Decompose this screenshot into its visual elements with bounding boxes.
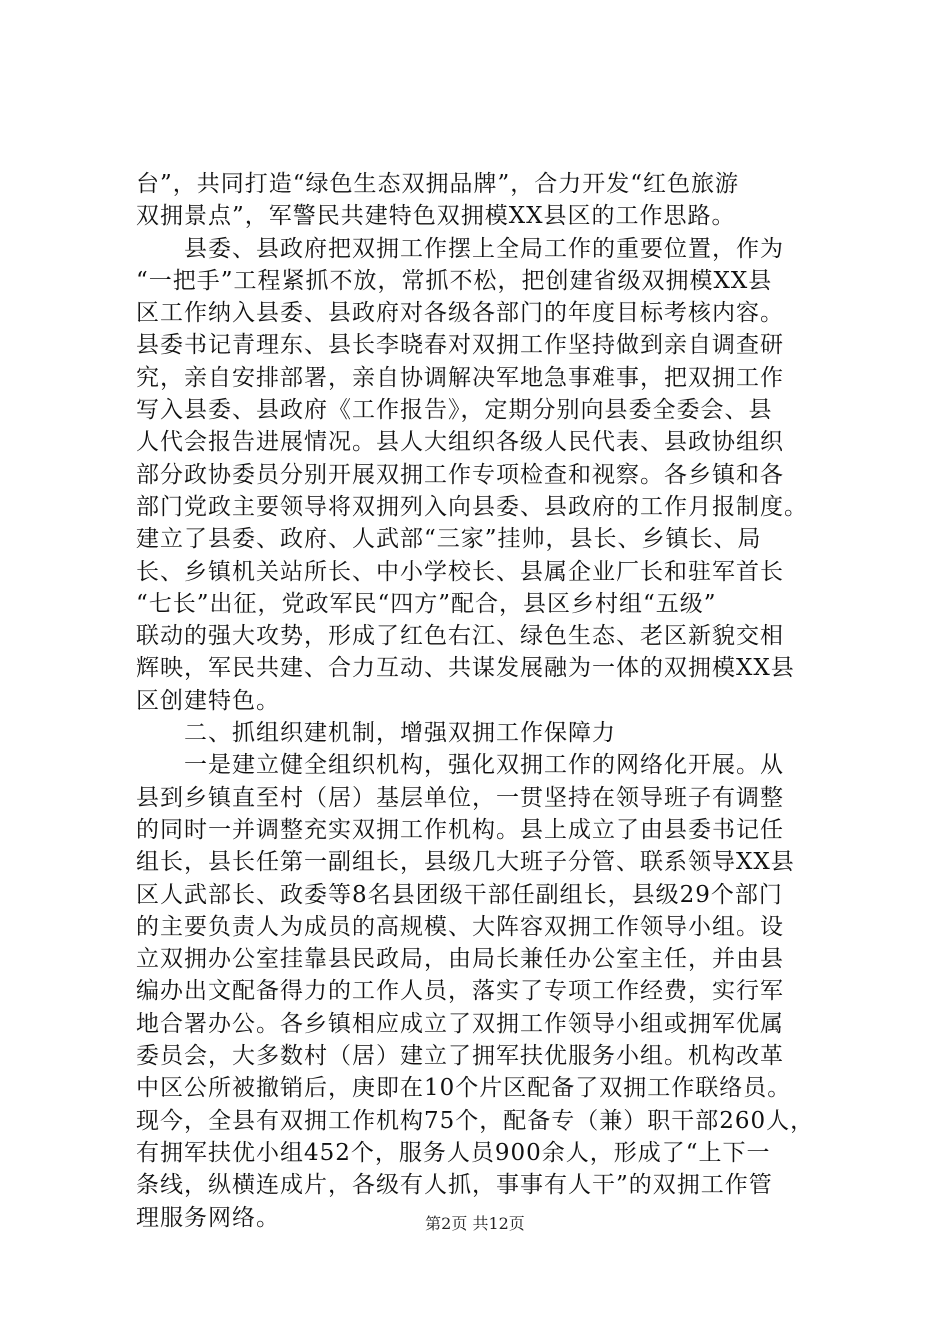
body-line: 双拥景点”，军警民共建特色双拥模XX县区的工作思路。 bbox=[136, 203, 736, 230]
body-line: 区人武部长、政委等8名县团级干部任副组长，县级29个部门 bbox=[136, 881, 783, 908]
body-line: 的同时一并调整充实双拥工作机构。县上成立了由县委书记任 bbox=[136, 816, 784, 843]
body-line: 有拥军扶优小组452个，服务人员900余人，形成了“上下一 bbox=[136, 1139, 771, 1166]
body-line: 究，亲自安排部署，亲自协调解决军地急事难事，把双拥工作 bbox=[136, 364, 784, 391]
body-line: 县委书记青理东、县长李晓春对双拥工作坚持做到亲自调查研 bbox=[136, 332, 784, 359]
body-line: 联动的强大攻势，形成了红色右江、绿色生态、老区新貌交相 bbox=[136, 623, 784, 650]
document-body bbox=[136, 168, 826, 1234]
body-line: 县到乡镇直至村（居）基层单位，一贯坚持在领导班子有调整 bbox=[136, 784, 784, 811]
body-line: 立双拥办公室挂靠县民政局，由局长兼任办公室主任，并由县 bbox=[136, 946, 784, 973]
body-line: 县委、县政府把双拥工作摆上全局工作的重要位置，作为 bbox=[136, 235, 784, 262]
body-line: 区创建特色。 bbox=[136, 687, 280, 714]
body-line: 理服务网络。 bbox=[136, 1204, 280, 1231]
body-line: 建立了县委、政府、人武部“三家”挂帅，县长、乡镇长、局 bbox=[136, 526, 762, 553]
body-line: 二、抓组织建机制，增强双拥工作保障力 bbox=[136, 720, 616, 747]
body-line: 人代会报告进展情况。县人大组织各级人民代表、县政协组织 bbox=[136, 429, 784, 456]
body-line: 的主要负责人为成员的高规模、大阵容双拥工作领导小组。设 bbox=[136, 913, 784, 940]
body-line: 台”，共同打造“绿色生态双拥品牌”，合力开发“红色旅游 bbox=[136, 171, 740, 197]
body-line: 写入县委、县政府《工作报告》，定期分别向县委全委会、县 bbox=[136, 397, 773, 424]
body-line: 区工作纳入县委、县政府对各级各部门的年度目标考核内容。 bbox=[136, 300, 784, 327]
body-line: 部门党政主要领导将双拥列入向县委、县政府的工作月报制度。 bbox=[136, 493, 808, 520]
body-line: 组长，县长任第一副组长，县级几大班子分管、联系领导XX县 bbox=[136, 849, 795, 876]
body-line: 辉映，军民共建、合力互动、共谋发展融为一体的双拥模XX县 bbox=[136, 655, 795, 682]
body-line: 条线，纵横连成片，各级有人抓，事事有人干”的双拥工作管 bbox=[136, 1172, 773, 1199]
body-line: 部分政协委员分别开展双拥工作专项检查和视察。各乡镇和各 bbox=[136, 461, 784, 488]
body-line: 长、乡镇机关站所长、中小学校长、县属企业厂长和驻军首长 bbox=[136, 558, 784, 585]
body-line: 中区公所被撤销后，庚即在10个片区配备了双拥工作联络员。 bbox=[136, 1075, 792, 1102]
body-line: “一把手”工程紧抓不放，常抓不松，把创建省级双拥模XX县 bbox=[136, 267, 773, 294]
body-line: 地合署办公。各乡镇相应成立了双拥工作领导小组或拥军优属 bbox=[136, 1010, 784, 1037]
body-line: 一是建立健全组织机构，强化双拥工作的网络化开展。从 bbox=[136, 752, 784, 779]
body-line: 编办出文配备得力的工作人员，落实了专项工作经费，实行军 bbox=[136, 978, 784, 1005]
body-line: 委员会，大多数村（居）建立了拥军扶优服务小组。机构改革 bbox=[136, 1043, 784, 1070]
body-line: 现今，全县有双拥工作机构75个，配备专（兼）职干部260人， bbox=[136, 1107, 815, 1134]
body-line: “七长”出征，党政军民“四方”配合，县区乡村组“五级” bbox=[136, 590, 717, 617]
page-number-footer: 第2页 共12页 bbox=[425, 1214, 525, 1233]
